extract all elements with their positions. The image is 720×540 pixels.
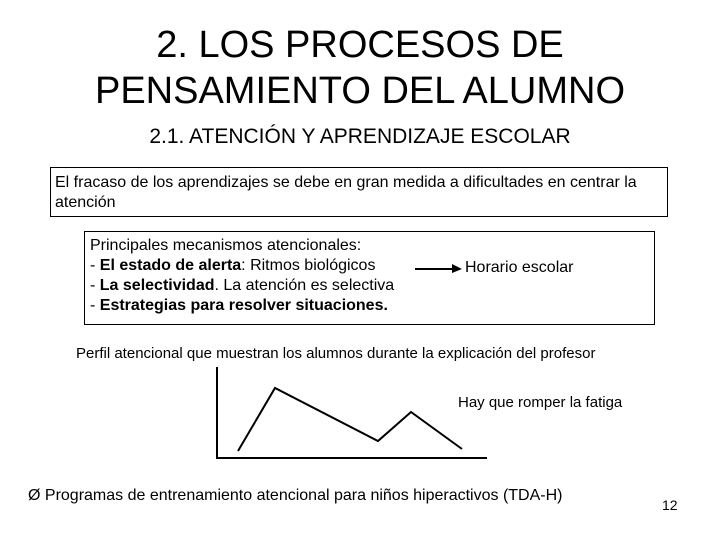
page-number: 12 xyxy=(662,497,678,513)
mecanismos-heading: Principales mecanismos atencionales: xyxy=(90,237,362,254)
attention-profile-graph xyxy=(205,365,490,465)
slide-subtitle: 2.1. ATENCIÓN Y APRENDIZAJE ESCOLAR xyxy=(149,125,571,148)
perfil-caption: Perfil atencional que muestran los alumnos durante la explicación del profesor xyxy=(76,345,596,362)
attention-curve xyxy=(238,388,462,451)
item-prefix: - xyxy=(90,277,100,294)
horario-escolar-label: Horario escolar xyxy=(465,259,574,276)
hiperactivos-bullet xyxy=(28,486,563,506)
bullet-text: Programas de entrenamiento atencional para niños hiperactivos (TDA-H) xyxy=(44,487,563,504)
item-rest: : Ritmos biológicos xyxy=(241,257,376,274)
fracaso-text-box xyxy=(50,167,668,217)
arrow-bullet-icon: Ø xyxy=(28,487,41,504)
item-bold: La selectividad xyxy=(99,277,215,294)
mecanismo-item xyxy=(90,296,649,316)
item-bold: El estado de alerta xyxy=(99,257,242,274)
item-prefix: - xyxy=(90,297,100,314)
item-bold: Estrategias para resolver situaciones. xyxy=(99,297,388,314)
slide-title: 2. LOS PROCESOS DE PENSAMIENTO DEL ALUMNO xyxy=(94,24,625,112)
fatiga-label: Hay que romper la fatiga xyxy=(458,394,623,411)
mecanismo-item xyxy=(90,276,649,296)
item-prefix: - xyxy=(90,257,100,274)
item-rest: . La atención es selectiva xyxy=(214,277,395,294)
right-arrow-icon xyxy=(415,260,463,274)
fracaso-text: El fracaso de los aprendizajes se debe en gran medida a dificultades en centrar la atención xyxy=(55,174,637,211)
mecanismos-box xyxy=(84,231,655,325)
